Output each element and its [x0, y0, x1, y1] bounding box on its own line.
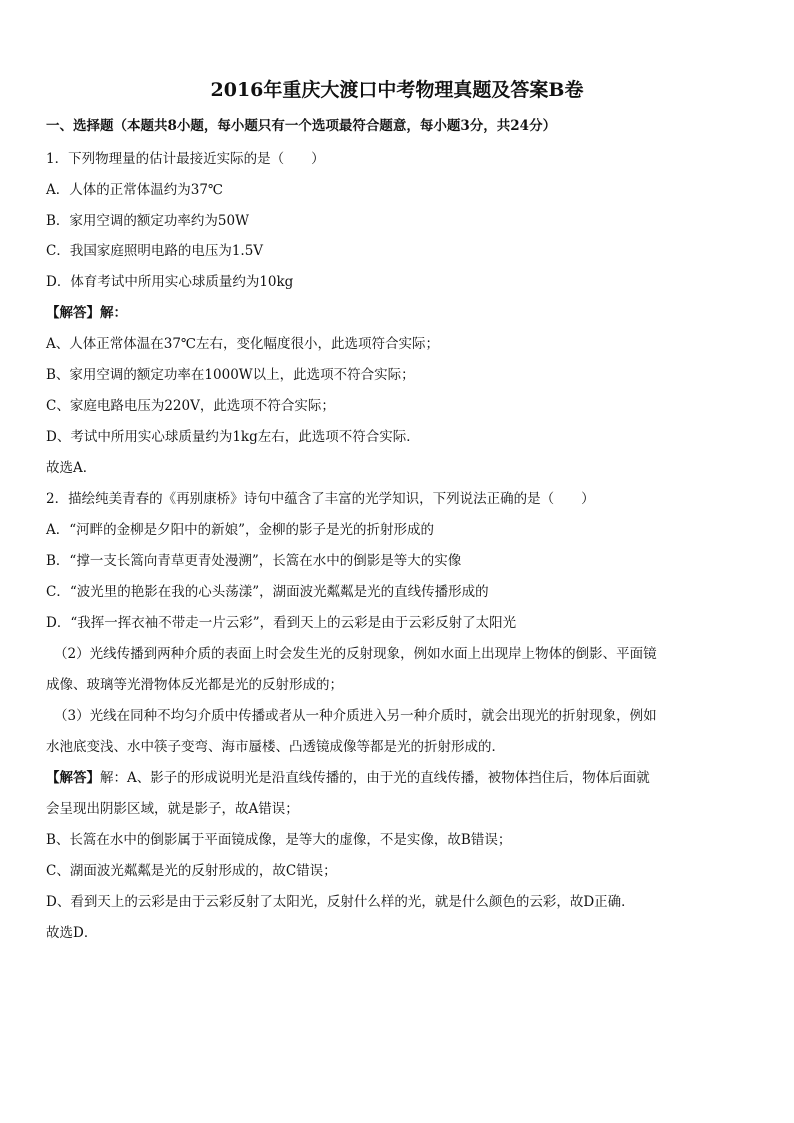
question-2-option-a: A．“河畔的金柳是夕阳中的新娘”，金柳的影子是光的折射形成的	[46, 522, 435, 538]
question-2-choice: 故选D．	[46, 925, 98, 941]
question-1-answer-a: A、人体正常体温在37℃左右，变化幅度很小，此选项符合实际；	[46, 336, 440, 352]
question-2-answer-a: 【解答】解：A、影子的形成说明光是沿直线传播的，由于光的直线传播，被物体挡住后，物体后面就	[46, 770, 650, 786]
question-1-answer-label: 【解答】解：	[46, 305, 127, 321]
question-1-option-d: D．体育考试中所用实心球质量约为10kg	[46, 274, 294, 290]
question-2-option-d: D．“我挥一挥衣袖不带走一片云彩”，看到天上的云彩是由于云彩反射了太阳光	[46, 615, 517, 631]
question-2-answer-b: B、长篙在水中的倒影属于平面镜成像，是等大的虚像，不是实像，故B错误；	[46, 832, 512, 848]
question-2-option-b: B．“撑一支长篙向青草更青处漫溯”，长篙在水中的倒影是等大的实像	[46, 553, 462, 569]
document-title: 2016年重庆大渡口中考物理真题及答案B卷	[210, 79, 584, 101]
question-1-answer-b: B、家用空调的额定功率在1000W以上，此选项不符合实际；	[46, 367, 415, 383]
question-1-option-b: B．家用空调的额定功率约为50W	[46, 213, 249, 229]
answer-label-prefix: 【解答】	[46, 770, 100, 786]
question-2-stem: 2．描绘纯美青春的《再别康桥》诗句中蕴含了丰富的光学知识，下列说法正确的是（ ）	[46, 491, 595, 507]
question-2-answer-c: C、湖面波光粼粼是光的反射形成的，故C错误；	[46, 863, 337, 879]
question-2-answer-a-cont: 会呈现出阴影区域，就是影子，故A错误；	[46, 801, 299, 817]
question-1-answer-c: C、家庭电路电压为220V，此选项不符合实际；	[46, 398, 335, 414]
question-1-answer-d: D、考试中所用实心球质量约为1kg左右，此选项不符合实际．	[46, 429, 420, 445]
analysis-point-2-cont: 成像、玻璃等光滑物体反光都是光的反射形成的；	[46, 677, 343, 693]
analysis-point-3-cont: 水池底变浅、水中筷子变弯、海市蜃楼、凸透镜成像等都是光的折射形成的．	[46, 739, 505, 755]
question-2-answer-d: D、看到天上的云彩是由于云彩反射了太阳光，反射什么样的光，就是什么颜色的云彩，故D正确．	[46, 894, 635, 910]
question-1-option-a: A．人体的正常体温约为37℃	[46, 182, 224, 198]
analysis-point-2: （2）光线传播到两种介质的表面上时会发生光的反射现象，例如水面上出现岸上物体的倒影、平面镜	[54, 646, 657, 662]
question-2-option-c: C．“波光里的艳影在我的心头荡漾”，湖面波光粼粼是光的直线传播形成的	[46, 584, 489, 600]
question-1-option-c: C．我国家庭照明电路的电压为1.5V	[46, 243, 264, 259]
question-1-choice: 故选A．	[46, 460, 97, 476]
analysis-point-3: （3）光线在同种不均匀介质中传播或者从一种介质进入另一种介质时，就会出现光的折射现象，例如	[54, 708, 657, 724]
question-1-stem: 1．下列物理量的估计最接近实际的是（ ）	[46, 151, 325, 167]
section-heading: 一、选择题（本题共8小题，每小题只有一个选项最符合题意，每小题3分，共24分）	[46, 118, 557, 134]
